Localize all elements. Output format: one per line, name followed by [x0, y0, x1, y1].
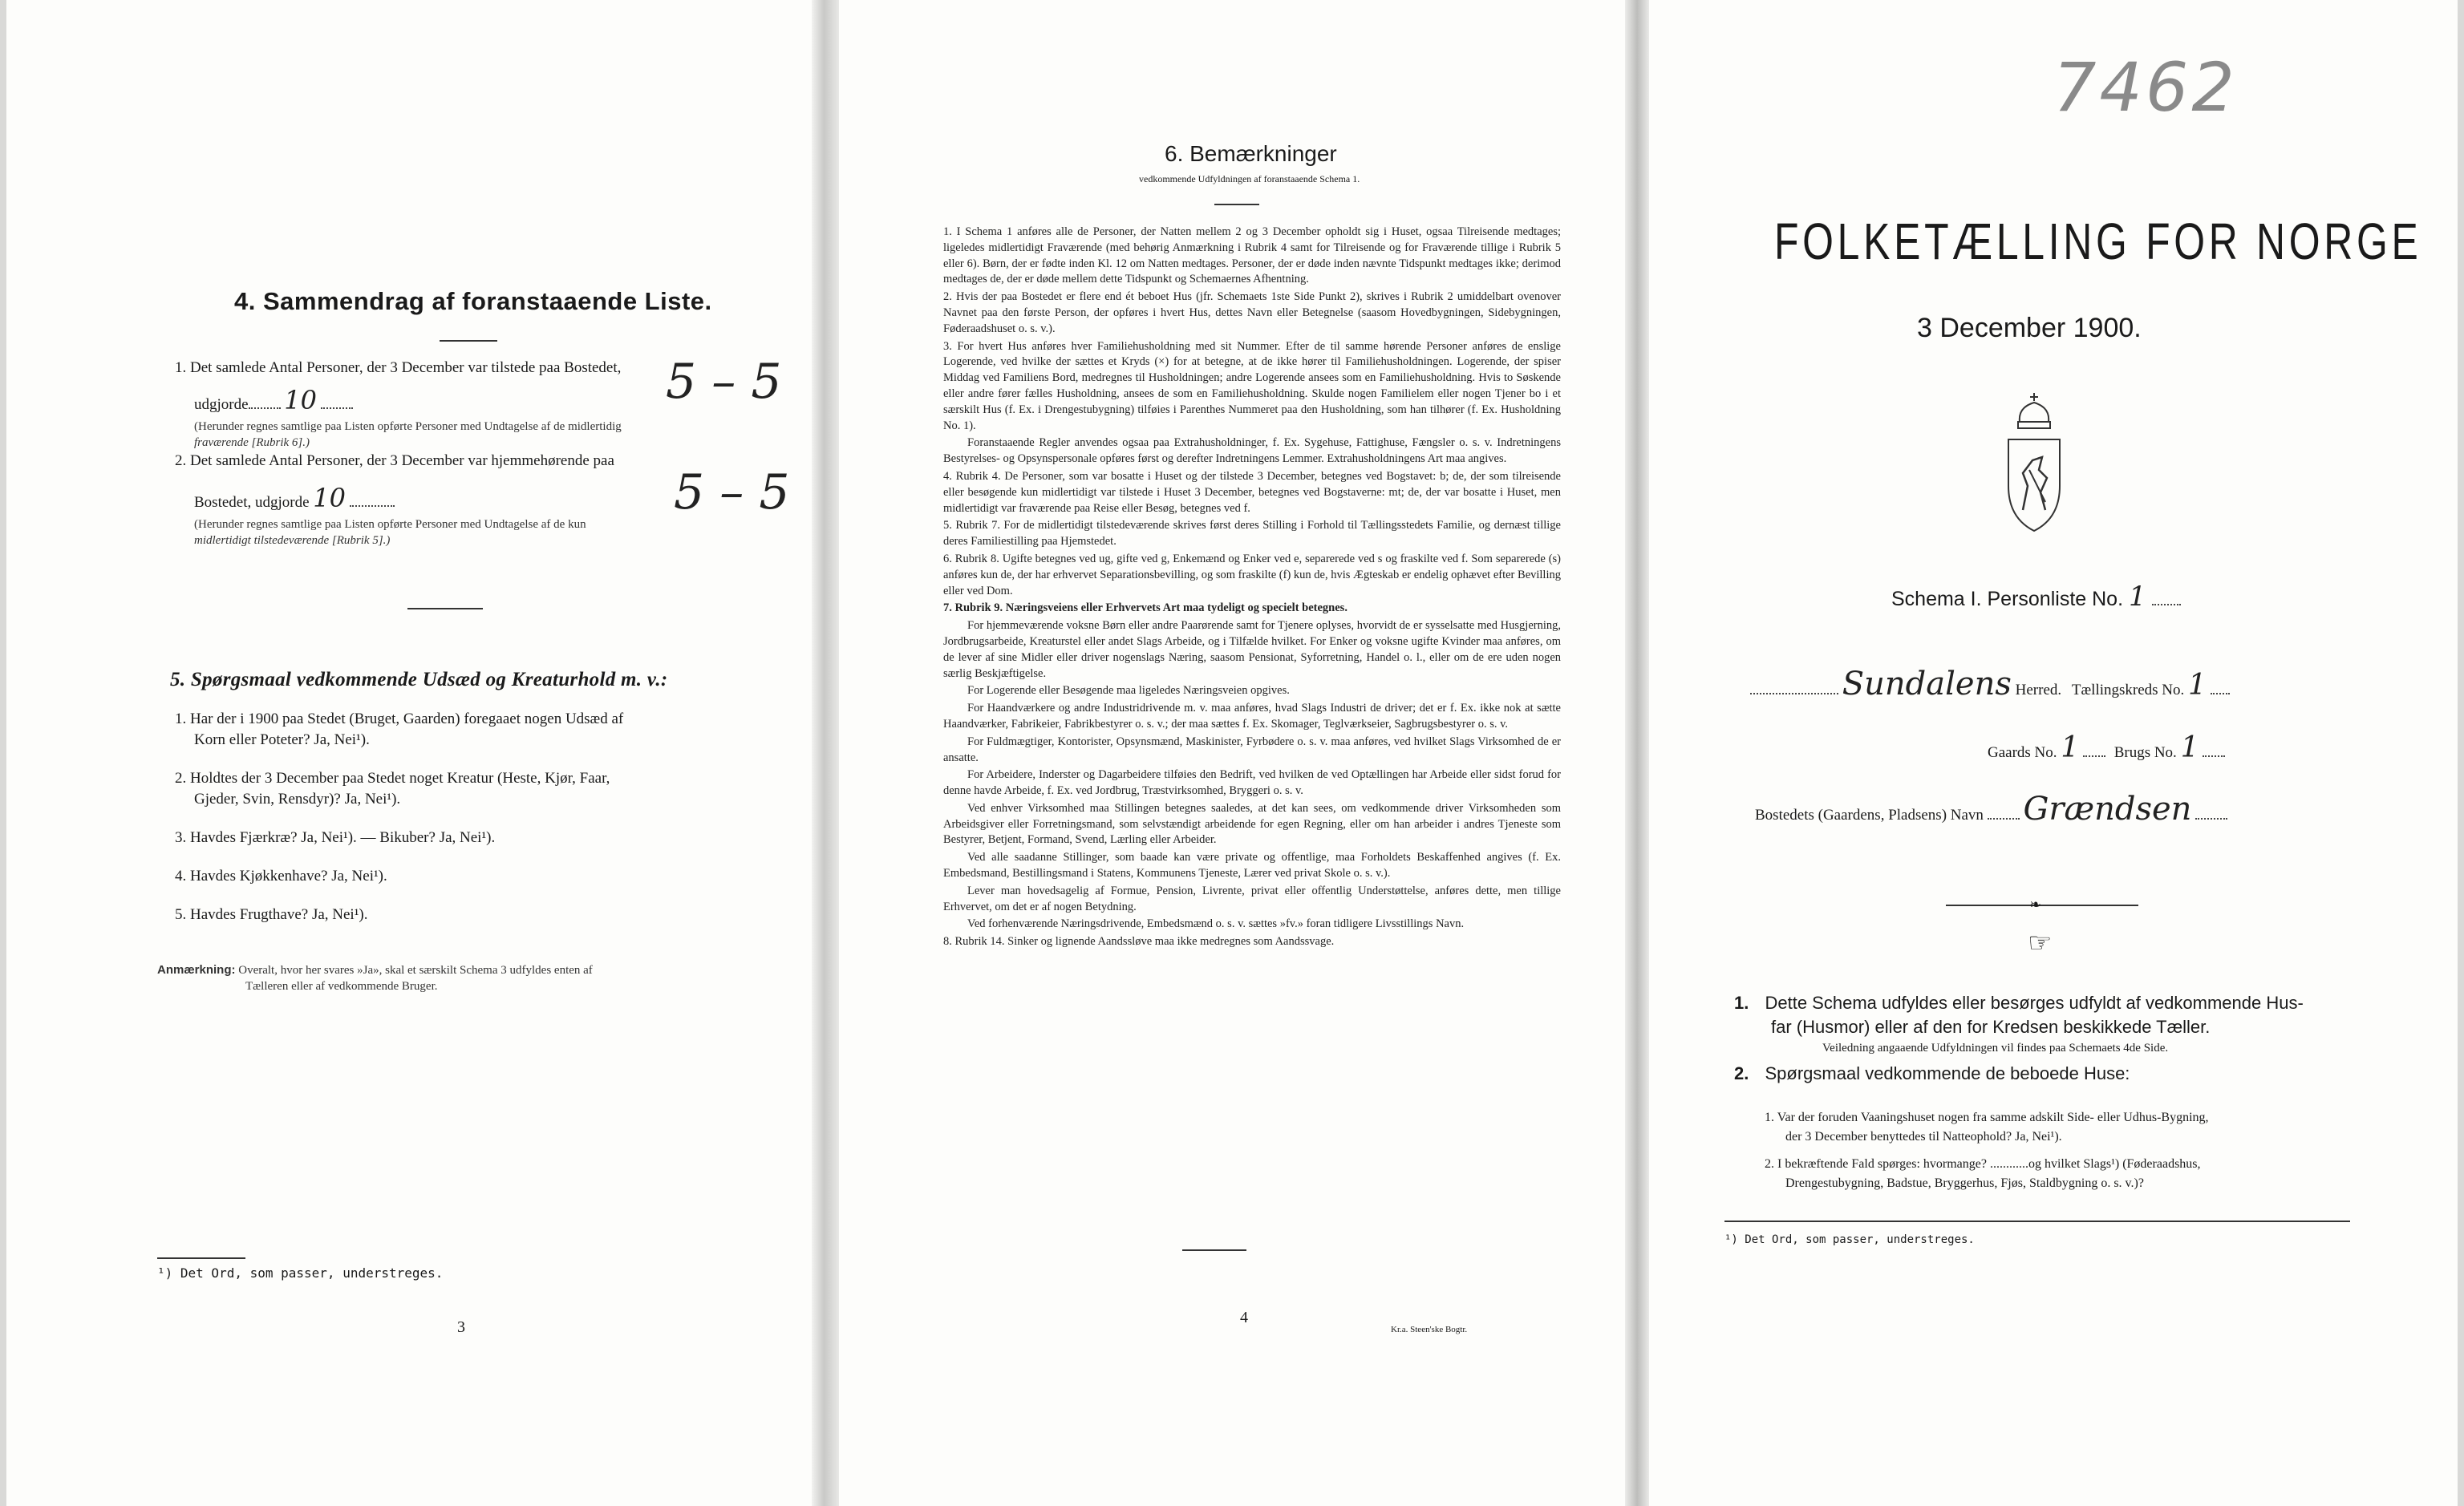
page-number-3: 3	[457, 1318, 465, 1336]
section5-title: 5. Spørgsmaal vedkommende Udsæd og Kreaturhold m. v.:	[170, 669, 668, 690]
footnote-rule	[157, 1257, 245, 1259]
remark-7h: Lever man hovedsagelig af Formue, Pension, Livrente, privat eller offentlig Understøttelse, anføres dette, men tillige Erhvervet, om det er af nogen Betydning.	[943, 884, 1561, 913]
herred-row: Sundalens Herred. Tællingskreds No. 1	[1750, 666, 2344, 702]
tally-marks-2: 5 – 5	[674, 464, 790, 520]
q4: 4. Havdes Kjøkkenhave? Ja, Nei¹).	[175, 868, 387, 885]
scan-edge-left	[0, 0, 6, 1506]
q2-line2: Gjeder, Svin, Rensdyr)? Ja, Nei¹).	[194, 791, 401, 808]
instructions: 1. Dette Schema udfyldes eller besørges udfyldt af vedkommende Hus- far (Husmor) eller af den for Kredsen beskikkede Tæller. Veiledning angaaende Udfyldningen vil findes paa Schemaets 4de Side. 2. Spørgsmaal vedkommende de beboede Huse:	[1734, 993, 2304, 1083]
house-q1-line2: der 3 December benyttedes til Natteophold? Ja, Nei¹).	[1785, 1130, 2062, 1144]
remark-5: 5. Rubrik 7. For de midlertidigt tilstedeværende skrives først deres Stilling i Forhold til Tællingsstedets Familie, og dernæst tillige deres Familiestilling paa Hjemstedet.	[943, 519, 1561, 549]
pointing-hand-icon: ☞	[2028, 929, 2053, 958]
section5-questions	[175, 709, 792, 925]
footnote-right: ¹) Det Ord, som passer, understreges.	[1724, 1233, 1975, 1246]
section6-title: 6. Bemærkninger	[1165, 141, 1337, 166]
page-number-4: 4	[1240, 1309, 1248, 1326]
title-divider	[440, 340, 497, 342]
remark-1: 1. I Schema 1 anføres alle de Personer, der Natten mellem 2 og 3 December opholdt sig i Huset, ogsaa Tilreisende medtages; ligeledes midlertidigt Fraværende (med behørig Anmærkning i Rubrik 4 samt for Tilreisende og for Fraværende tillige i Rubrik 5 eller 6). Børn, der er fødte inden Kl. 12 om Natten medtages. Personer, der er døde inden nævnte Tidspunkt medtages ikke; derimod medtages de, der er døde mellem dette Tidspunkt og Schemaernes Afhentning.	[943, 225, 1561, 286]
remark-6: 6. Rubrik 8. Ugifte betegnes ved ug, gifte ved g, Enkemænd og Enker ved e, separerede ved s og fraskilte ved f. Som separerede (s) anføres kun de, der har erhvervet Separationsbevilling, og som fraskilte (f) kun de, hvis Ægteskab er endelig ophævet efter Bevilling eller ved Dom.	[943, 552, 1561, 597]
item2-value: 10	[313, 483, 346, 513]
remarks-list	[943, 225, 1561, 952]
remark-7e: For Arbeidere, Inderster og Dagarbeidere tilføies den Bedrift, ved hvilken de ved Optællingen har Arbeide eller sidst forud for denne havde Arbeide, f. Ex. ved Jordbrug, Træstvirksomhed, Bryggeri o. s. v.	[943, 768, 1561, 798]
subtitle-divider	[1214, 204, 1259, 205]
house-q2-line2: Drengestubygning, Badstue, Bryggerhus, Fjøs, Staldbygning o. s. v.)?	[1785, 1176, 2144, 1190]
bosted-row: Bostedets (Gaardens, Pladsens) Navn Grændsen	[1755, 791, 2227, 828]
herred-value: Sundalens	[1842, 666, 2012, 702]
q3: 3. Havdes Fjærkræ? Ja, Nei¹). — Bikuber? Ja, Nei¹).	[175, 829, 496, 846]
remark-7i: Ved forhenværende Næringsdrivende, Embedsmænd o. s. v. sættes »fv.» foran tidligere Livsstillings Navn.	[967, 917, 1465, 931]
scan-edge-right	[2458, 0, 2464, 1506]
schema-no-value: 1	[2128, 581, 2146, 613]
printer-mark: Kr.a. Steen'ske Bogtr.	[1391, 1325, 1468, 1334]
remark-7a: For hjemmeværende voksne Børn eller andre Paarørende samt for Tjenere oplyses, hvorvidt de er sysselsatte med Husgjerning, Jordbrugsarbeide, Kreaturstel eller andet Slags Arbeide, og i Tilfælde hvilket. For Enker og voksne ugifte Kvinder maa anføres, om de lever af sine Midler eller driver nogenslags Næring, saasom Pensionat, Syforretning, Handel o. l., eller om de ere uden nogen særlig Beskjæftigelse.	[943, 619, 1561, 680]
page-fold-right	[1625, 0, 1649, 1506]
norway-coat-of-arms-icon	[2000, 390, 2068, 534]
section4-item2: 2. Det samlede Antal Personer, der 3 December var hjemmehørende paa Bostedet, udgjorde 10 (Herunder regnes samtlige paa Listen opførte Personer med Undtagelse af de kun midlertidigt tilstedeværende [Rubrik 5].)	[175, 452, 614, 547]
ornament-rule	[1946, 905, 2138, 906]
section4-title: 4. Sammendrag af foranstaaende Liste.	[234, 287, 712, 315]
kreds-value: 1	[2188, 669, 2207, 702]
item1-value: 10	[284, 385, 318, 415]
q5: 5. Havdes Frugthave? Ja, Nei¹).	[175, 906, 368, 923]
section4-item1-line2: udgjorde 10	[175, 390, 784, 415]
schema-label: Schema I. Personliste No. 1	[1891, 581, 2181, 613]
bosted-value: Grændsen	[2023, 791, 2192, 828]
q2-line1: 2. Holdtes der 3 December paa Stedet noget Kreatur (Heste, Kjør, Faar,	[175, 770, 610, 787]
remark-7b: For Logerende eller Besøgende maa ligeledes Næringsveien opgives.	[967, 684, 1290, 698]
house-q2-line1: 2. I bekræftende Fald spørges: hvormange? ............og hvilket Slags¹) (Føderaadshus,	[1765, 1157, 2201, 1171]
tally-marks-1: 5 – 5	[666, 354, 782, 410]
footnote-rule-right	[1724, 1221, 2350, 1222]
q1-line2: Korn eller Poteter? Ja, Nei¹).	[194, 731, 370, 748]
remark-3b: Foranstaaende Regler anvendes ogsaa paa Extrahusholdninger, f. Ex. Sygehuse, Fattighuse, Fængsler o. s. v. Indretningens Bestyrelses- og Opsynspersonale opføres først og derefter Indretningens Lemmer. Extrahusholdningens Art maa angives.	[943, 436, 1561, 466]
gaards-value: 1	[2061, 731, 2080, 764]
section4-item1-line1: 1. Det samlede Antal Personer, der 3 December var tilstede paa Bostedet,	[175, 359, 622, 376]
remark-3: 3. For hvert Hus anføres hver Familiehusholdning med sit Nummer. Efter de til samme hørende Personer anføres de enslige Logerende, ved hvilke der sættes et Kryds (×) for at betegne, at de ikke hører til Familiehusholdningen. Logerende, der spiser Middag ved Familiens Bord, medregnes til Husholdningen; andre Logerende ansees som en Familiehusholdning. Hvis to Søskende eller andre fører fælles Husholdning, ansees de som en Familiehusholdning. Skulde nogen Familielem eller nogen Tjener bo i et særskilt Hus (f. Ex. i Drengestubygning) tilføies i Parenthes Nummeret paa den Husholdning, som han tilhører (f. Ex. Husholdning No. 1).	[943, 339, 1561, 432]
section6-subtitle: vedkommende Udfyldningen af foranstaaende Schema 1.	[1139, 173, 1360, 184]
document-title: FOLKETÆLLING FOR NORGE	[1774, 213, 2422, 270]
remark-2: 2. Hvis der paa Bostedet er flere end ét beboet Hus (jfr. Schemaets 1ste Side Punkt 2), skrives i Rubrik 2 umiddelbart ovenover Navnet paa den første Person, der opføres i hvert Hus, dettes Navn eller Betegnelse (saasom Hovedbygningen, Sidebygningen, Føderaadshuset o. s. v.).	[943, 290, 1561, 335]
house-questions	[1765, 1108, 2430, 1193]
remark-7c: For Haandværkere og andre Industridrivende m. v. maa anføres, hvad Slags Industri de driver; det er f. Ex. ikke nok at sætte Haandværker, Fabrikeier, Fabrikbestyrer o. s. v.; der maa sættes f. Ex. Skomager, Teglværkseier, Sagbrugsbestyrer o. s. v.	[943, 702, 1561, 731]
section4-item1: 1. Det samlede Antal Personer, der 3 December var tilstede paa Bostedet, udgjorde 10 (Herunder regnes samtlige paa Listen opførte Personer med Undtagelse af de midlertidig fraværende [Rubrik 6].)	[175, 358, 784, 451]
section5-remark: Anmærkning: Overalt, hvor her svares »Ja», skal et særskilt Schema 3 udfyldes enten af Tælleren eller af vedkommende Bruger.	[157, 963, 593, 993]
remark-7: 7. Rubrik 9. Næringsveiens eller Erhvervets Art maa tydeligt og specielt betegnes.	[943, 601, 1348, 615]
brugs-value: 1	[2180, 731, 2199, 764]
remark-8: 8. Rubrik 14. Sinker og lignende Aandssløve maa ikke medregnes som Aandssvage.	[943, 935, 1335, 949]
ornament-icon: ❧	[2029, 897, 2042, 913]
house-q1-line1: 1. Var der foruden Vaaningshuset nogen fra samme adskilt Side- eller Udhus-Bygning,	[1765, 1111, 2209, 1124]
stamp-number: 7462	[2053, 48, 2238, 127]
remark-7g: Ved alle saadanne Stillinger, som baade kan være private og offentlige, maa Forholdets Beskaffenhed angives (f. Ex. Embedsmand, Bestillingsmand i Statens, Kommunens Tjeneste, Lærer ved privat Skole o. s. v.).	[943, 851, 1561, 881]
census-date: 3 December 1900.	[1917, 313, 2142, 343]
remark-7f: Ved enhver Virksomhed maa Stillingen betegnes saaledes, at det kan sees, om vedkommende driver Virksomheden som Arbeidsgiver eller Forretningsmand, som selvstændigt arbeidende for egen Regning, eller om han arbeider i andres Tjeneste som Bestyrer, Betjent, Formand, Svend, Lærling eller Arbeider.	[943, 801, 1561, 847]
footnote-left: ¹) Det Ord, som passer, understreges.	[157, 1265, 444, 1281]
end-divider	[1182, 1249, 1246, 1251]
remark-7d: For Fuldmægtiger, Kontorister, Opsynsmænd, Maskinister, Fyrbødere o. s. v. maa anføres, ved hvilket Slags Virksomhed de er ansatte.	[943, 735, 1561, 764]
section-divider	[407, 608, 483, 609]
gaards-row: Gaards No. 1 Brugs No. 1	[1988, 731, 2225, 764]
q1-line1: 1. Har der i 1900 paa Stedet (Bruget, Gaarden) foregaaet nogen Udsæd af	[175, 710, 624, 727]
remark-4: 4. Rubrik 4. De Personer, som var bosatte i Huset og der tilstede 3 December, betegnes ved Bogstavet: b; de, der som tilreisende eller besøgende kun midlertidigt var tilstede i Huset 3 December, betegnes ved Bogstaverne: mt; de, der var bosatte i Huset, men midlertidigt var fraværende paa Reise eller Besøg, betegnes ved f.	[943, 469, 1561, 515]
page-fold-left	[812, 0, 839, 1506]
